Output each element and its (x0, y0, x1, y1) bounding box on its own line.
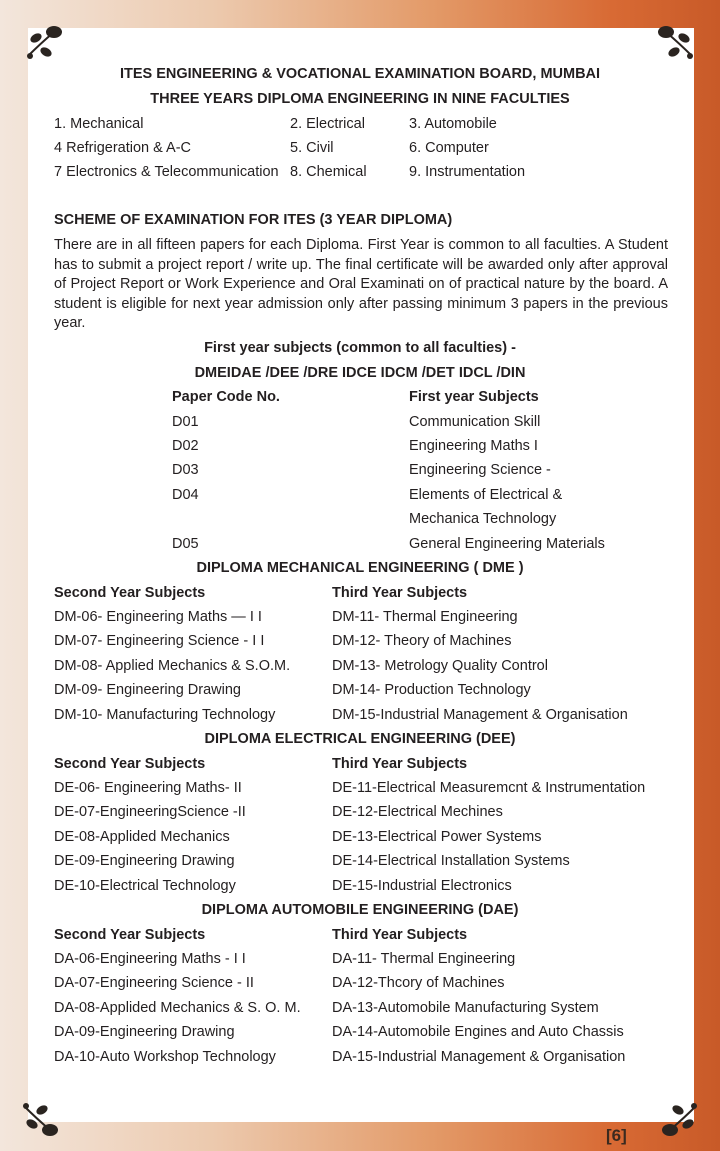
subject-item: DE-12-Electrical Mechines (332, 804, 503, 820)
subject-item: DM-11- Thermal Engineering (332, 609, 518, 625)
paper-code: D02 (172, 438, 199, 454)
subject-item: DE-09-Engineering Drawing (54, 853, 235, 869)
faculty-item: 8. Chemical (290, 164, 367, 180)
subject-item: DA-06-Engineering Maths - I I (54, 951, 246, 967)
paper-code: D03 (172, 462, 199, 478)
subject-item: DM-07- Engineering Science - I I (54, 633, 265, 649)
paper-subject: General Engineering Materials (409, 536, 605, 552)
second-year-label: Second Year Subjects (54, 927, 206, 943)
scheme-heading: SCHEME OF EXAMINATION FOR ITES (3 YEAR DIPLOMA) (54, 212, 453, 228)
paper-subject: Elements of Electrical & (409, 487, 563, 503)
subject-item: DA-10-Auto Workshop Technology (54, 1049, 276, 1065)
subject-item: DM-13- Metrology Quality Control (332, 658, 548, 674)
faculty-item: 7 Electronics & Telecommunication (54, 164, 279, 180)
third-year-label: Third Year Subjects (332, 756, 468, 772)
subject-item: DA-15-Industrial Management & Organisation (332, 1049, 626, 1065)
subject-item: DM-12- Theory of Machines (332, 633, 512, 649)
flower-ornament-icon (652, 22, 696, 62)
subject-item: DE-13-Electrical Power Systems (332, 829, 542, 845)
subject-item: DM-08- Applied Mechanics & S.O.M. (54, 658, 291, 674)
paper-subject: Engineering Maths I (409, 438, 538, 454)
third-year-label: Third Year Subjects (332, 927, 468, 943)
column-header-code: Paper Code No. (172, 389, 280, 405)
subject-item: DA-11- Thermal Engineering (332, 951, 516, 967)
subject-item: DE-06- Engineering Maths- II (54, 780, 242, 796)
subject-item: DM-10- Manufacturing Technology (54, 707, 276, 723)
first-year-heading: First year subjects (common to all faculties) - (204, 340, 516, 356)
subject-item: DA-12-Thcory of Machines (332, 975, 505, 991)
section-title-dae: DIPLOMA AUTOMOBILE ENGINEERING (DAE) (201, 902, 519, 918)
faculty-item: 9. Instrumentation (409, 164, 526, 180)
scheme-paragraph: There are in all fifteen papers for each Diploma. First Year is common to all faculties. A Student has to submit a project report / write up. The final certificate will be awarded only after approval of Project Report or Work Experience and Oral Examinati on of practical nature by the board. A student is eligible for next year admission only after passing minimum 3 papers in the previous year. (54, 237, 668, 332)
column-header-subject: First year Subjects (409, 389, 539, 405)
subject-item: DE-11-Electrical Measuremcnt & Instrumentation (332, 780, 646, 796)
page-subtitle: THREE YEARS DIPLOMA ENGINEERING IN NINE FACULTIES (150, 91, 570, 107)
third-year-label: Third Year Subjects (332, 585, 468, 601)
subject-item: DA-09-Engineering Drawing (54, 1024, 235, 1040)
flower-ornament-icon (656, 1100, 700, 1140)
subject-item: DE-15-Industrial Electronics (332, 878, 512, 894)
first-year-codes: DMEIDAE /DEE /DRE IDCE IDCM /DET IDCL /DIN (194, 365, 526, 381)
second-year-label: Second Year Subjects (54, 756, 206, 772)
flower-ornament-icon (24, 22, 68, 62)
paper-subject: Engineering Science - (409, 462, 551, 478)
section-title-dee: DIPLOMA ELECTRICAL ENGINEERING (DEE) (204, 731, 516, 747)
subject-item: DA-14-Automobile Engines and Auto Chassis (332, 1024, 624, 1040)
subject-item: DM-06- Engineering Maths — I I (54, 609, 262, 625)
faculty-item: 4 Refrigeration & A-C (54, 140, 192, 156)
subject-item: DA-08-Applided Mechanics & S. O. M. (54, 1000, 301, 1016)
subject-item: DE-14-Electrical Installation Systems (332, 853, 570, 869)
faculty-item: 1. Mechanical (54, 116, 144, 132)
paper-subject: Communication Skill (409, 414, 541, 430)
subject-item: DE-10-Electrical Technology (54, 878, 236, 894)
faculty-item: 3. Automobile (409, 116, 497, 132)
subject-item: DM-15-Industrial Management & Organisation (332, 707, 628, 723)
paper-code: D05 (172, 536, 199, 552)
board-title: ITES ENGINEERING & VOCATIONAL EXAMINATION BOARD, MUMBAI (119, 66, 601, 82)
subject-item: DA-07-Engineering Science - II (54, 975, 254, 991)
paper-code: D04 (172, 487, 199, 503)
faculty-item: 5. Civil (290, 140, 334, 156)
faculty-item: 2. Electrical (290, 116, 365, 132)
subject-item: DA-13-Automobile Manufacturing System (332, 1000, 599, 1016)
flower-ornament-icon (20, 1100, 64, 1140)
paper-code: D01 (172, 414, 199, 430)
subject-item: DE-08-Applided Mechanics (54, 829, 230, 845)
page-number: [6] (606, 1126, 627, 1145)
faculty-item: 6. Computer (409, 140, 489, 156)
subject-item: DE-07-EngineeringScience -II (54, 804, 246, 820)
paper-subject: Mechanica Technology (409, 511, 557, 527)
section-title-dme: DIPLOMA MECHANICAL ENGINEERING ( DME ) (196, 560, 524, 576)
subject-item: DM-09- Engineering Drawing (54, 682, 241, 698)
second-year-label: Second Year Subjects (54, 585, 206, 601)
subject-item: DM-14- Production Technology (332, 682, 531, 698)
